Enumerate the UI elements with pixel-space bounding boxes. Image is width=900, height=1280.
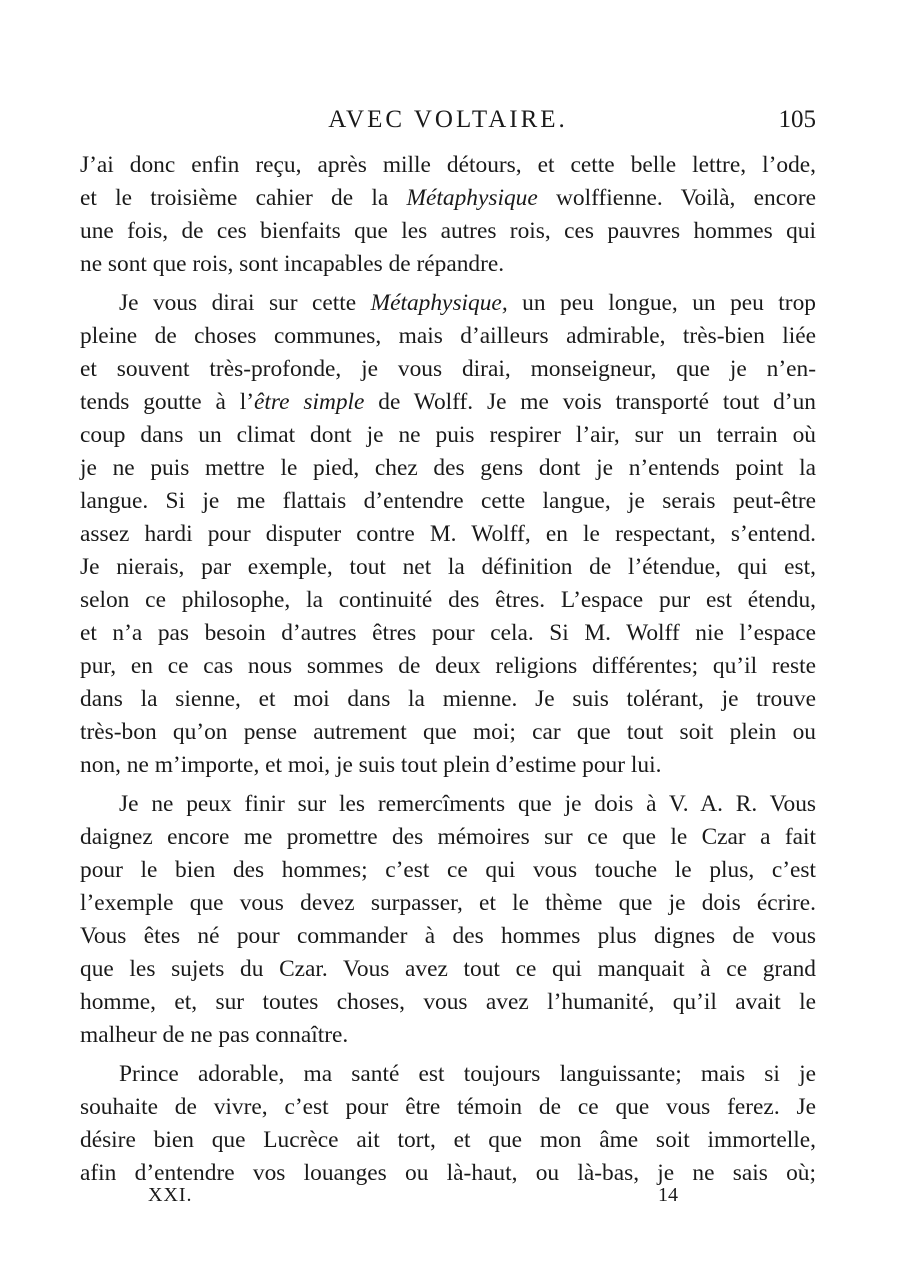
text-run: une fois, de ces bienfaits que les autres rois, ces pauvres hommes qui <box>80 218 816 244</box>
text-run: langue. Si je me flattais d’entendre cette langue, je serais peut-être <box>80 488 816 514</box>
text-line <box>80 887 816 920</box>
text-run: et souvent très-profonde, je vous dirai, monseigneur, que je n’en- <box>80 356 816 382</box>
text-line <box>80 716 816 749</box>
paragraph <box>80 287 816 782</box>
text-line <box>80 683 816 716</box>
text-run: daignez encore me promettre des mémoires sur ce que le Czar a fait <box>80 824 816 850</box>
text-run: de Wolff. Je me vois transporté tout d’un <box>364 389 816 415</box>
text-line <box>80 320 816 353</box>
text-line <box>80 182 816 215</box>
text-line <box>80 821 816 854</box>
text-run: Je nierais, par exemple, tout net la définition de l’étendue, qui est, <box>80 554 816 580</box>
text-line <box>80 518 816 551</box>
italic-title: être simple <box>254 389 365 415</box>
text-line <box>80 287 816 320</box>
text-run: malheur de ne pas connaître. <box>80 1022 349 1048</box>
sheet-number: 14 <box>658 1184 678 1206</box>
text-line <box>80 419 816 452</box>
text-run: wolffienne. Voilà, encore <box>537 185 816 211</box>
text-line <box>80 584 816 617</box>
text-run: tends goutte à l’ <box>80 389 255 415</box>
text-line <box>80 788 816 821</box>
text-run: homme, et, sur toutes choses, vous avez l’humanité, qu’il avait le <box>80 989 816 1015</box>
text-line <box>80 920 816 953</box>
text-run: un peu longue, un peu trop <box>507 290 816 316</box>
running-title: AVEC VOLTAIRE. <box>328 106 568 133</box>
text-run: Je vous dirai sur cette <box>119 290 371 316</box>
text-run: et le troisième cahier de la <box>80 185 407 211</box>
text-run: très-bon qu’on pense autrement que moi; car que tout soit plein ou <box>80 719 816 745</box>
text-run: Vous êtes né pour commander à des hommes plus dignes de vous <box>80 923 816 949</box>
paragraph <box>80 149 816 281</box>
text-run: coup dans un climat dont je ne puis respirer l’air, sur un terrain où <box>80 422 816 448</box>
text-run: selon ce philosophe, la continuité des êtres. L’espace pur est étendu, <box>80 587 816 613</box>
text-run: pur, en ce cas nous sommes de deux religions différentes; qu’il reste <box>80 653 816 679</box>
page-number: 105 <box>778 106 816 133</box>
text-line <box>80 1124 816 1157</box>
text-run: je ne puis mettre le pied, chez des gens dont je n’entends point la <box>80 455 816 481</box>
text-run: afin d’entendre vos louanges ou là-haut, ou là-bas, je ne sais où; <box>80 1160 816 1186</box>
text-run: ne sont que rois, sont incapables de répandre. <box>80 251 505 277</box>
text-line <box>80 749 816 782</box>
italic-title: Métaphysique <box>406 185 538 211</box>
paragraph <box>80 1058 816 1190</box>
text-line <box>80 986 816 1019</box>
text-line <box>80 353 816 386</box>
text-run: Prince adorable, ma santé est toujours languissante; mais si je <box>119 1061 816 1087</box>
text-run: Je ne peux finir sur les remercîments que je dois à V. A. R. Vous <box>119 791 816 817</box>
text-run: J’ai donc enfin reçu, après mille détours, et cette belle lettre, l’ode, <box>80 152 816 178</box>
text-line <box>80 953 816 986</box>
page-footer <box>80 1184 816 1214</box>
text-line <box>80 485 816 518</box>
page-header <box>80 106 816 142</box>
text-line <box>80 1058 816 1091</box>
text-line <box>80 1019 816 1052</box>
text-line <box>80 1091 816 1124</box>
text-run: pleine de choses communes, mais d’ailleurs admirable, très-bien liée <box>80 323 816 349</box>
text-run: l’exemple que vous devez surpasser, et le thème que je dois écrire. <box>80 890 816 916</box>
text-run: assez hardi pour disputer contre M. Wolff, en le respectant, s’entend. <box>80 521 816 547</box>
text-line <box>80 215 816 248</box>
text-line <box>80 248 816 281</box>
text-line <box>80 386 816 419</box>
text-run: pour le bien des hommes; c’est ce qui vous touche le plus, c’est <box>80 857 816 883</box>
signature-mark: XXI. <box>148 1184 193 1206</box>
text-run: que les sujets du Czar. Vous avez tout ce qui manquait à ce grand <box>80 956 816 982</box>
text-run: dans la sienne, et moi dans la mienne. Je suis tolérant, je trouve <box>80 686 816 712</box>
text-line <box>80 650 816 683</box>
text-run: non, ne m’importe, et moi, je suis tout plein d’estime pour lui. <box>80 752 662 778</box>
text-line <box>80 854 816 887</box>
paragraph <box>80 788 816 1052</box>
text-line <box>80 617 816 650</box>
italic-title: Métaphysique, <box>370 290 508 316</box>
letter-body <box>80 149 816 1196</box>
text-run: désire bien que Lucrèce ait tort, et que mon âme soit immortelle, <box>80 1127 816 1153</box>
text-line <box>80 551 816 584</box>
text-line <box>80 149 816 182</box>
text-line <box>80 452 816 485</box>
text-run: souhaite de vivre, c’est pour être témoin de ce que vous ferez. Je <box>80 1094 816 1120</box>
text-run: et n’a pas besoin d’autres êtres pour cela. Si M. Wolff nie l’espace <box>80 620 816 646</box>
